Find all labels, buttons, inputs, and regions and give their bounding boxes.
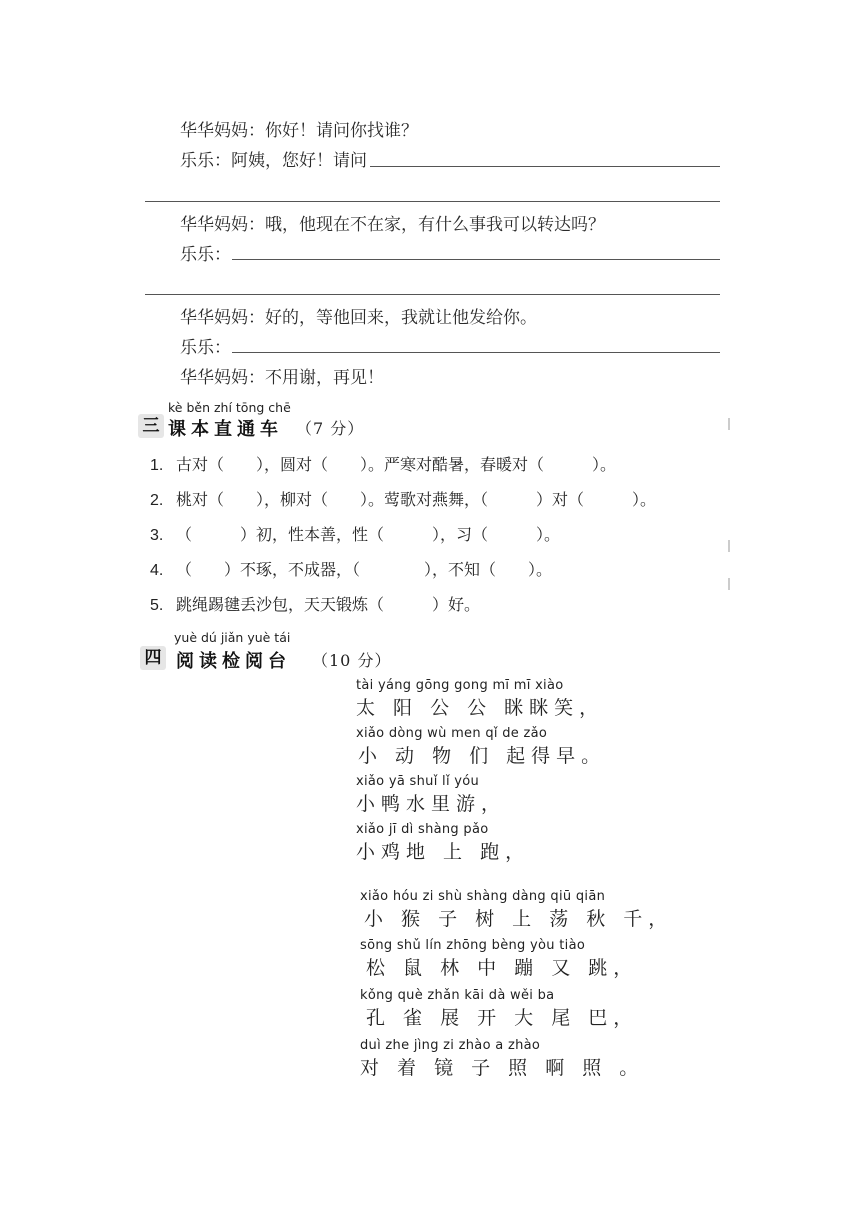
poem-pinyin-2: xiǎo dòng wù men qǐ de zǎo	[356, 726, 548, 741]
poem-line-3: 小鸭水里游，	[356, 793, 507, 815]
section3-pinyin: kè běn zhí tōng chē	[168, 400, 291, 415]
section3-score: （7 分）	[296, 419, 365, 438]
question-2	[150, 487, 656, 510]
poem-line-5: 小 猴 子 树 上 荡 秋 千，	[364, 908, 674, 930]
poem-pinyin-8: duì zhe jìng zi zhào a zhào	[360, 1038, 541, 1053]
section3-title: 课本直通车	[168, 419, 283, 440]
poem-line-2: 小 动 物 们 起得早。	[358, 745, 607, 767]
dialogue-line-7: 华华妈妈：不用谢，再见！	[180, 368, 384, 388]
dialogue-line-5: 华华妈妈：好的，等他回来，我就让他发给你。	[180, 308, 537, 328]
question-number: 1.	[150, 457, 164, 474]
answer-line-2[interactable]	[145, 201, 720, 202]
question-number: 3.	[150, 527, 164, 544]
poem-pinyin-4: xiǎo jī dì shàng pǎo	[356, 822, 489, 837]
dialogue-line-3: 华华妈妈：哦，他现在不在家，有什么事我可以转达吗？	[180, 215, 605, 235]
section4-pinyin: yuè dú jiǎn yuè tái	[174, 630, 291, 645]
poem-pinyin-1: tài yáng gōng gong mī mī xiào	[356, 678, 564, 693]
poem-line-4: 小鸡地 上 跑，	[356, 841, 531, 863]
dialogue-line-6: 乐乐：	[180, 338, 231, 358]
section4-score: （10 分）	[312, 651, 392, 670]
poem-pinyin-5: xiǎo hóu zi shù shàng dàng qiū qiān	[360, 889, 606, 904]
scan-edge-mark	[728, 418, 730, 430]
question-number: 2.	[150, 492, 164, 509]
question-text: 桃对（ ），柳对（ ）。莺歌对燕舞，（ ）对（ ）。	[176, 490, 657, 509]
section4-title: 阅读检阅台	[176, 651, 291, 672]
answer-line-3[interactable]	[232, 259, 720, 260]
poem-line-8: 对 着 镜 子 照 啊 照 。	[360, 1057, 645, 1079]
poem-pinyin-3: xiǎo yā shuǐ lǐ yóu	[356, 774, 480, 789]
question-1	[150, 452, 616, 475]
poem-line-1: 太 阳 公 公 眯眯笑，	[356, 697, 605, 719]
question-number: 4.	[150, 562, 164, 579]
question-5	[150, 592, 480, 615]
question-text: 跳绳踢毽丢沙包，天天锻炼（ ）好。	[176, 595, 481, 614]
poem-line-6: 松 鼠 林 中 蹦 又 跳，	[366, 957, 639, 979]
answer-line-5[interactable]	[232, 352, 720, 353]
section3-number-badge: 三	[138, 414, 164, 438]
question-text: （ ）初，性本善，性（ ），习（ ）。	[176, 525, 561, 544]
question-number: 5.	[150, 597, 164, 614]
dialogue-line-2: 乐乐：阿姨，您好！请问	[180, 151, 367, 171]
section4-number-badge: 四	[140, 646, 166, 670]
dialogue-line-4: 乐乐：	[180, 245, 231, 265]
poem-pinyin-7: kǒng què zhǎn kāi dà wěi ba	[360, 988, 555, 1003]
poem-line-7: 孔 雀 展 开 大 尾 巴，	[366, 1007, 639, 1029]
poem-pinyin-6: sōng shǔ lín zhōng bèng yòu tiào	[360, 938, 586, 953]
answer-line-1[interactable]	[370, 166, 720, 167]
scan-edge-mark	[728, 578, 730, 590]
dialogue-line-1: 华华妈妈：你好！请问你找谁？	[180, 121, 418, 141]
question-4	[150, 557, 552, 580]
scan-edge-mark	[728, 540, 730, 552]
question-text: 古对（ ），圆对（ ）。严寒对酷暑，春暖对（ ）。	[176, 455, 617, 474]
question-3	[150, 522, 560, 545]
answer-line-4[interactable]	[145, 294, 720, 295]
question-text: （ ）不琢，不成器，（ ），不知（ ）。	[176, 560, 553, 579]
